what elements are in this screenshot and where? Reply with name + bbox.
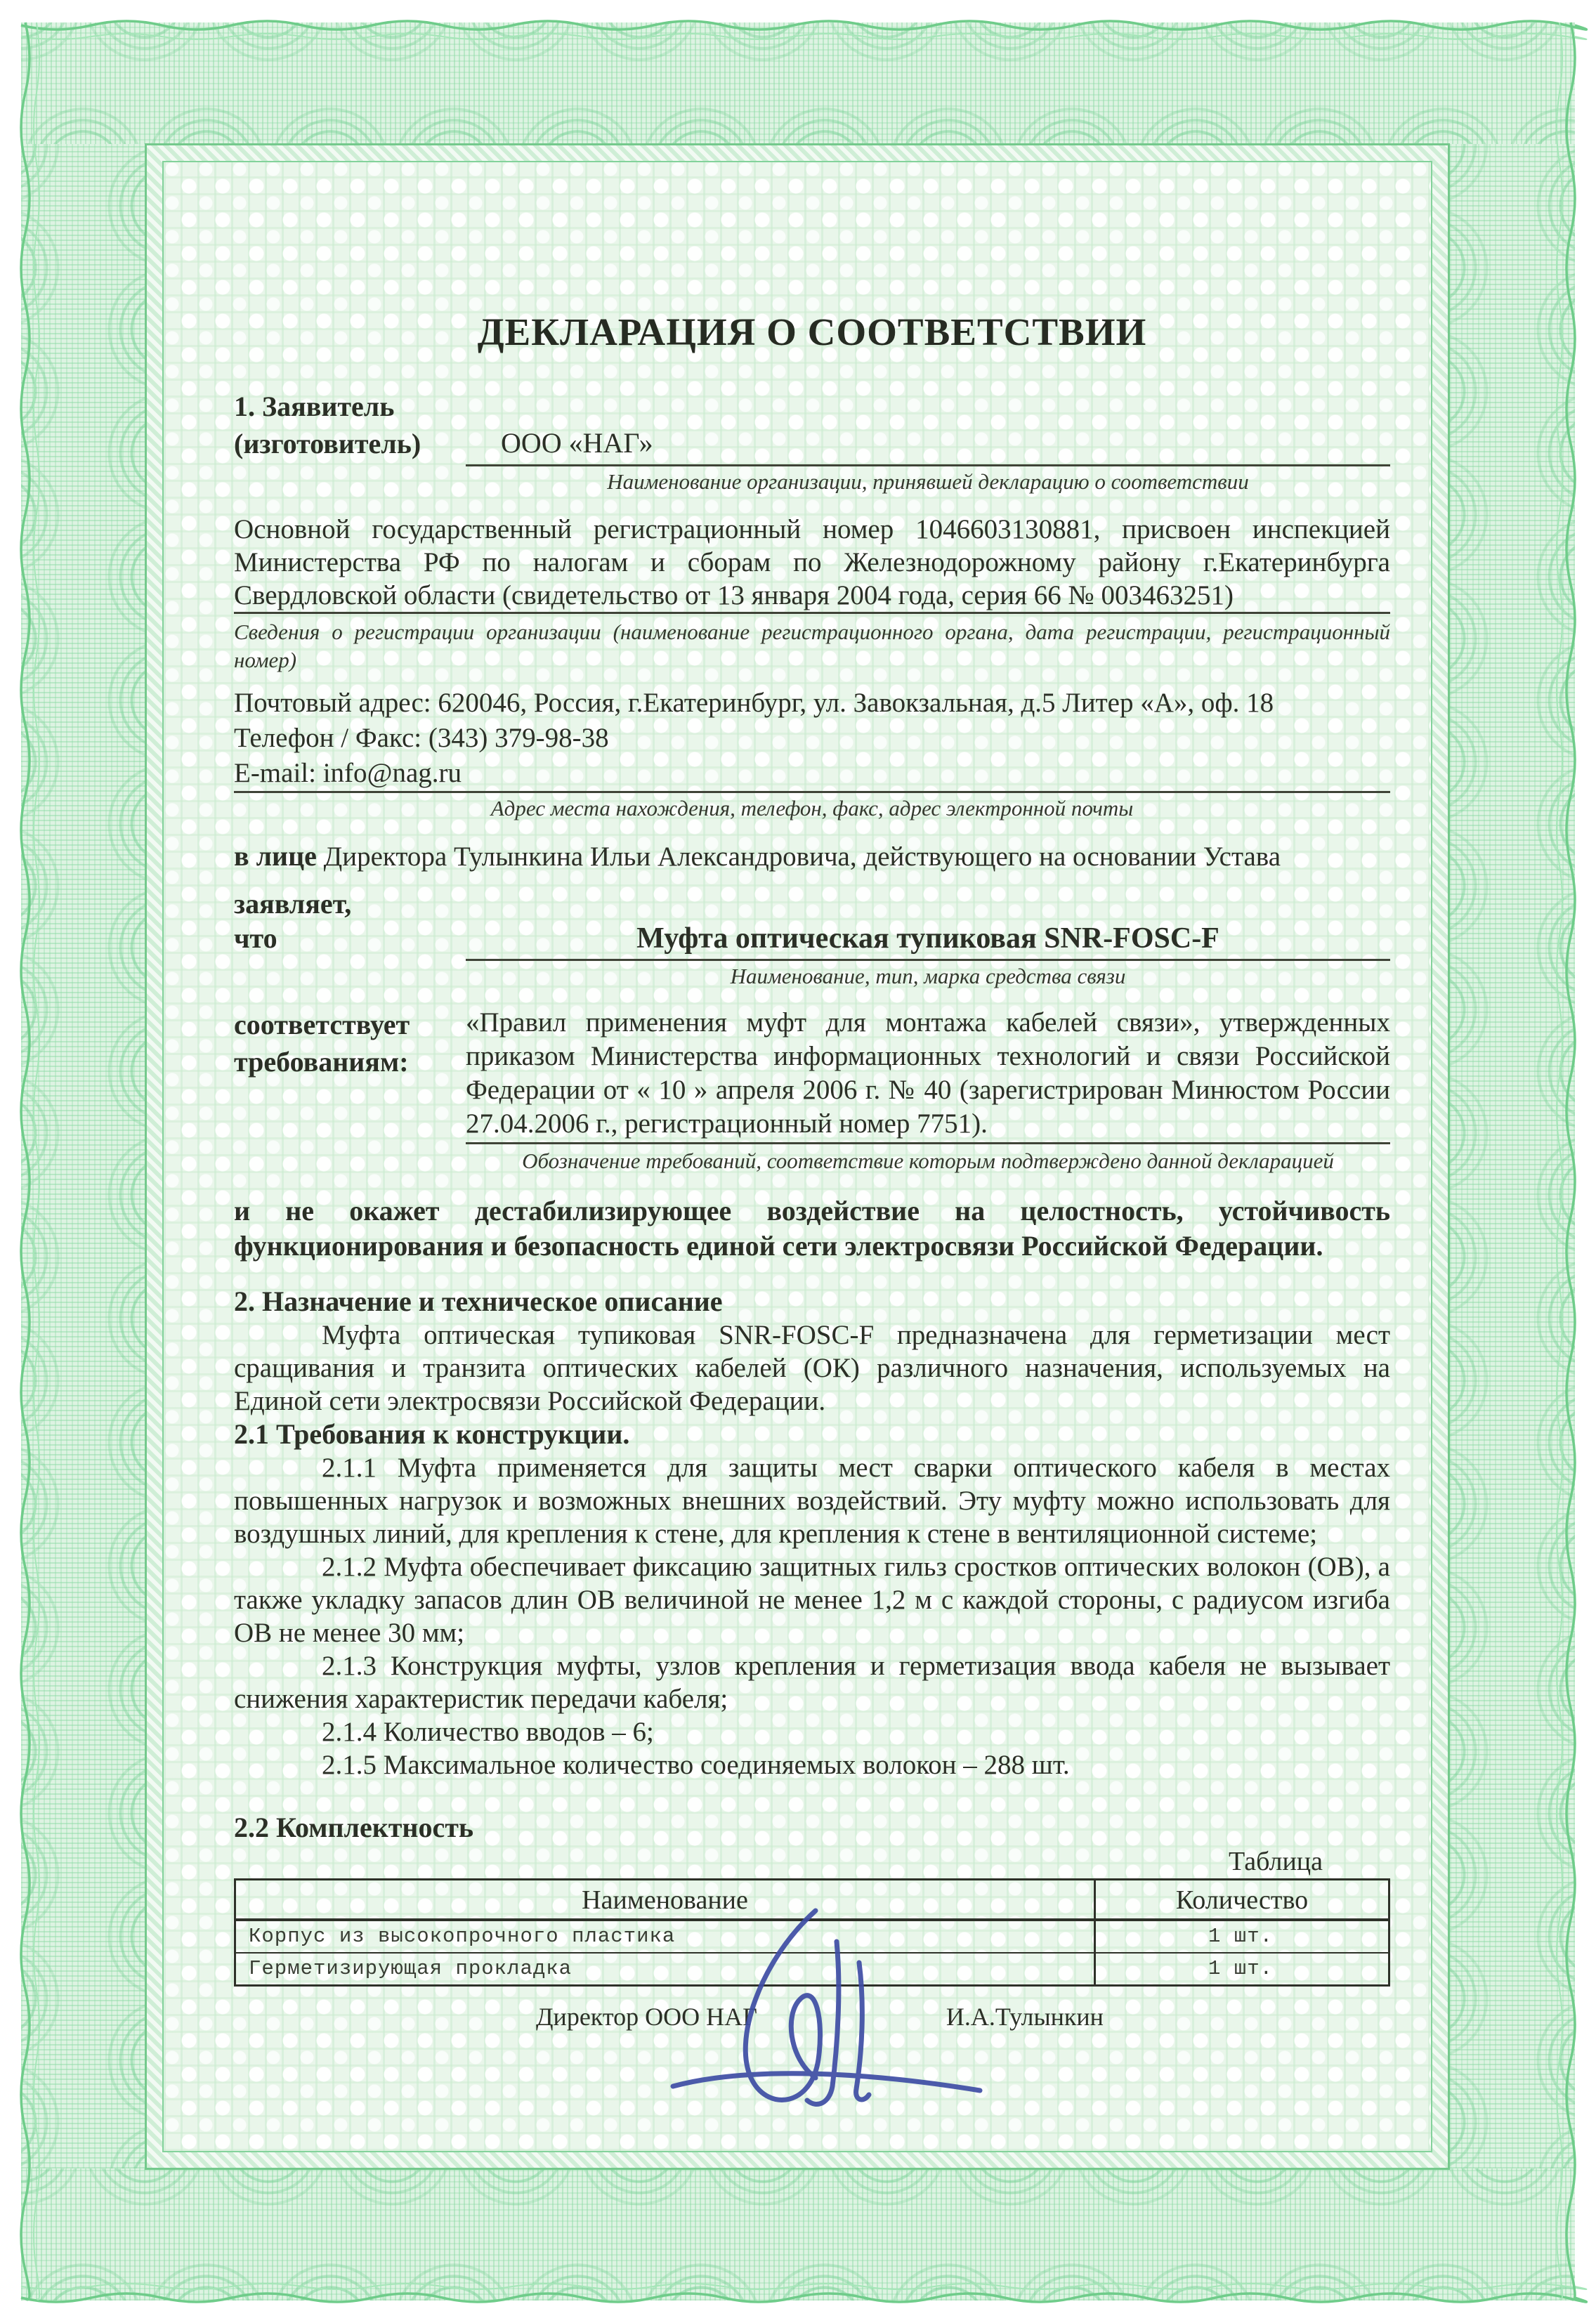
item-name-cell: Корпус из высокопрочного пластика [235, 1920, 1095, 1953]
signature-row [234, 1999, 1390, 2034]
that-label: что [234, 922, 277, 954]
applicant-heading: 1. Заявитель [234, 391, 395, 422]
item-2-1-2: 2.1.2 Муфта обеспечивает фиксацию защитных гильз сростков оптических волокон (ОВ), а также укладку запасов длин ОВ величиной не менее 1,2 м с каждой стороны, с радиусом изгиба ОВ не менее 30 мм; [234, 1552, 1390, 1648]
product-row [234, 921, 1390, 961]
item-2-1-1: 2.1.1 Муфта применяется для защиты мест сварки оптического кабеля в местах повышенных нагрузок и возможных внешних воздействий. Эту муфту можно использовать для воздушных линий, для крепления к стене, для крепления к стене в вентиляционной системе; [234, 1453, 1390, 1549]
in-person-label: в лице [234, 840, 317, 872]
declares-label: заявляет, [234, 888, 352, 920]
guilloche-border-top [21, 22, 1575, 146]
guilloche-border-bottom [21, 2168, 1575, 2301]
applicant-caption-row [234, 466, 1390, 496]
guilloche-border-left [21, 144, 146, 2168]
section2-description: Муфта оптическая тупиковая SNR-FOSC-F предназначена для герметизации мест сращивания и транзита оптических кабелей (ОК) различного назначения, используемых на Единой сети электросвязи Российской Федерации. [234, 1320, 1390, 1416]
applicant-name-caption: Наименование организации, принявшей декларацию о соответствии [607, 469, 1249, 494]
in-person-line [234, 839, 1390, 873]
kit-heading: 2.2 Комплектность [234, 1812, 474, 1843]
requirements-text: «Правил применения муфт для монтажа кабелей связи», утвержденных приказом Министерства информационных технологий и связи Российской Федерации от « 10 » апреля 2006 г. № 40 (зарегистрирован Минюстом России 27.04.2006 г., регистрационный номер 7751). [466, 1006, 1390, 1144]
inner-frame [145, 143, 1450, 2170]
signature-scribble [648, 1901, 986, 2119]
manufacturer-label: (изготовитель) [234, 428, 421, 459]
product-caption-row [234, 961, 1390, 990]
registration-paragraph: Основной государственный регистрационный номер 1046603130881, присвоен инспекцией Министерства РФ по налогам и сборам по Железнодорожному району г.Екатеринбурга Свердловской области (свидетельство от 13 января 2004 года, серия 66 № 003463251) [234, 513, 1390, 614]
requirements-caption: Обозначение требований, соответствие которым подтверждено данной декларацией [522, 1149, 1334, 1173]
section21-heading: 2.1 Требования к конструкции. [234, 1418, 630, 1450]
applicant-name-value: ООО «НАГ» [466, 426, 1390, 466]
item-qty-cell: 1 шт. [1095, 1953, 1389, 1986]
director-label: Директор ООО НАГ [536, 2003, 757, 2031]
column-header-qty: Количество [1095, 1880, 1389, 1920]
item-2-1-3: 2.1.3 Конструкция муфты, узлов крепления и герметизация ввода кабеля не вызывает снижения характеристик передачи кабеля; [234, 1651, 1390, 1714]
registration-caption: Сведения о регистрации организации (наименование регистрационного органа, дата регистрации, регистрационный номер) [234, 620, 1390, 672]
item-2-1-5: 2.1.5 Максимальное количество соединяемых волокон – 288 шт. [322, 1750, 1070, 1780]
contacts-block [234, 686, 1390, 793]
conforms-row [234, 1006, 1390, 1144]
in-person-text: Директора Тулынкина Ильи Александровича, действующего на основании Устава [323, 842, 1281, 872]
section2-heading: 2. Назначение и техническое описание [234, 1285, 723, 1317]
page-title: ДЕКЛАРАЦИЯ О СООТВЕТСТВИИ [477, 310, 1147, 353]
applicant-name-row [234, 426, 1390, 466]
product-name: Муфта оптическая тупиковая SNR-FOSC-F [466, 921, 1390, 961]
item-2-1-4: 2.1.4 Количество вводов – 6; [322, 1717, 654, 1747]
item-name-cell: Герметизирующая прокладка [235, 1953, 1095, 1986]
requirements-caption-row [234, 1144, 1390, 1175]
signer-name: И.А.Тулынкин [946, 2003, 1104, 2031]
guilloche-border-right [1450, 144, 1575, 2168]
postal-address: Почтовый адрес: 620046, Россия, г.Екатеринбург, ул. Завокзальная, д.5 Литер «А», оф. 18 [234, 688, 1274, 718]
conforms-label: соответствует требованиям: [234, 1009, 410, 1078]
document-body [162, 161, 1432, 2152]
no-harm-paragraph: и не окажет дестабилизирующее воздействие на целостность, устойчивость функционирования и безопасность единой сети электросвязи Российской Федерации. [234, 1195, 1390, 1262]
item-qty-cell: 1 шт. [1095, 1920, 1389, 1953]
column-header-name: Наименование [235, 1880, 1095, 1920]
product-caption: Наименование, тип, марка средства связи [730, 964, 1126, 988]
table-label: Таблица [1228, 1847, 1323, 1876]
phone-fax: Телефон / Факс: (343) 379-98-38 [234, 723, 609, 753]
contacts-caption: Адрес места нахождения, телефон, факс, адрес электронной почты [490, 796, 1134, 820]
email: E-mail: info@nag.ru [234, 758, 462, 788]
